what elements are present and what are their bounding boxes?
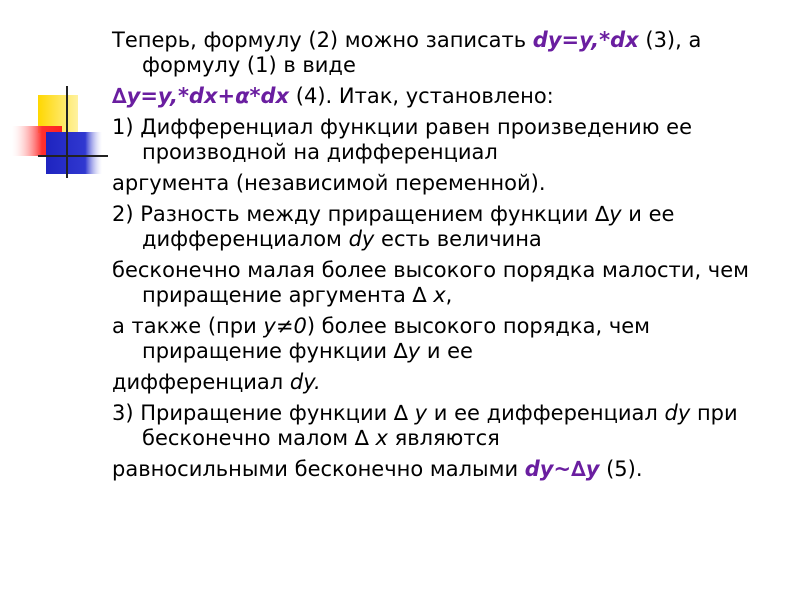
text-segment: и ее дифференциал	[427, 401, 665, 425]
text-segment: dy	[348, 227, 375, 251]
paragraph-5	[112, 202, 787, 252]
formula: dy~∆y	[524, 457, 600, 481]
text-segment: являются	[387, 426, 500, 450]
formula: ∆y=y,*dx+α*dx	[112, 84, 290, 108]
text-segment: x	[433, 283, 446, 307]
paragraph-8	[112, 370, 787, 395]
paragraph-6	[112, 258, 787, 308]
text-segment: и ее	[420, 339, 473, 363]
paragraph-3	[112, 115, 787, 165]
text-segment: y	[407, 339, 421, 363]
paragraph-9	[112, 401, 787, 451]
text-segment: 2) Разность между приращением функции ∆	[112, 202, 610, 226]
paragraph-4	[112, 171, 787, 196]
paragraph-10	[112, 457, 787, 482]
text-segment: Теперь, формулу (2) можно записать	[112, 28, 533, 52]
text-segment: а также (при	[112, 314, 264, 338]
text-segment: (4). Итак, установлено:	[289, 84, 554, 108]
text-segment: и ее дифференциалом	[142, 202, 675, 251]
blue-square	[46, 132, 102, 174]
text-segment: y≠0	[263, 314, 307, 338]
decorative-squares-graphic	[0, 0, 110, 190]
text-segment: 3) Приращение функции ∆	[112, 401, 415, 425]
slide-text	[112, 28, 787, 488]
text-segment: (5).	[599, 457, 643, 481]
paragraph-2	[112, 84, 787, 109]
paragraph-1	[112, 28, 787, 78]
text-segment: бесконечно малая более высокого порядка малости, чем приращение аргумента ∆	[112, 258, 749, 307]
text-segment: аргумента (независимой переменной).	[112, 171, 546, 195]
formula: dy=y,*dx	[532, 28, 639, 52]
text-segment: при бесконечно малом ∆	[142, 401, 738, 450]
text-segment: x	[375, 426, 388, 450]
text-segment: dy.	[289, 370, 321, 394]
text-segment: ) более высокого порядка, чем приращение функции ∆	[142, 314, 650, 363]
text-segment: 1) Дифференциал функции равен произведению ее производной на дифференциал	[112, 115, 692, 164]
text-segment: ,	[445, 283, 453, 307]
text-segment: есть величина	[374, 227, 542, 251]
text-segment: y	[414, 401, 428, 425]
paragraph-7	[112, 314, 787, 364]
text-segment: (3), а формулу (1) в виде	[142, 28, 702, 77]
text-segment: dy	[664, 401, 691, 425]
text-segment: равносильными бесконечно малыми	[112, 457, 525, 481]
text-segment: дифференциал	[112, 370, 290, 394]
text-segment: y	[609, 202, 622, 226]
